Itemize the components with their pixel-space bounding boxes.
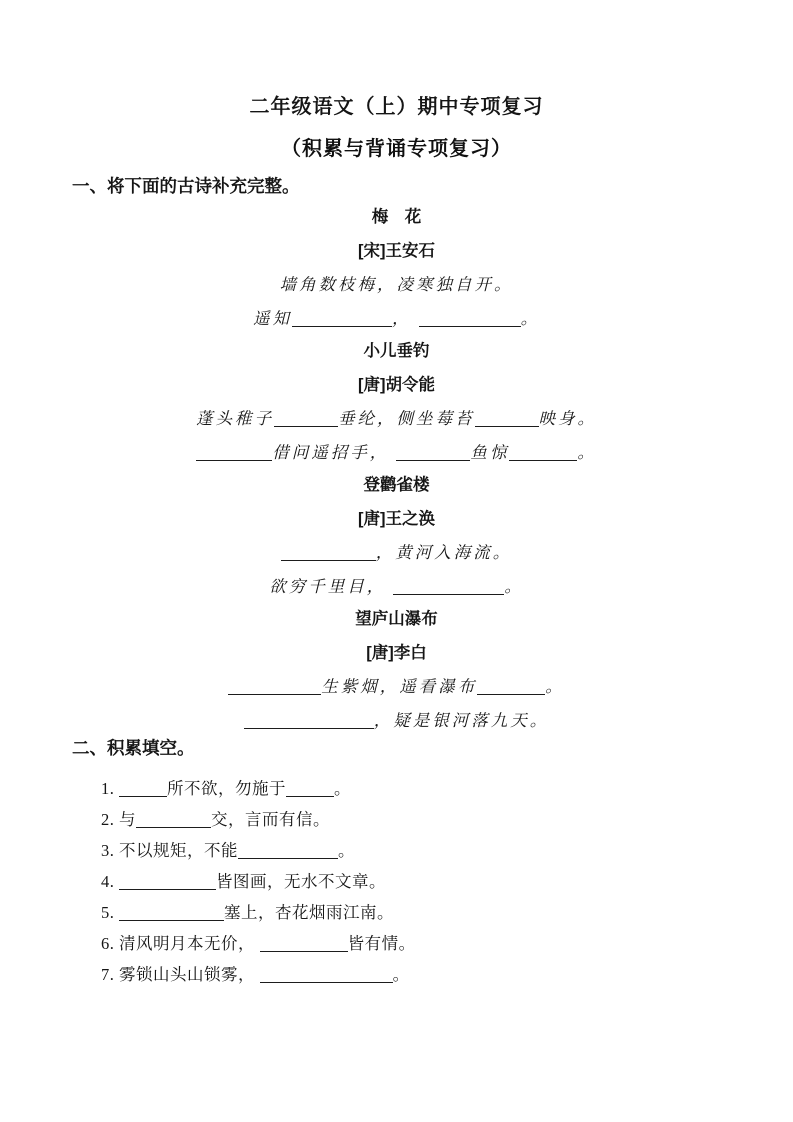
- fill-item-1: [0, 773, 793, 804]
- poem-line: [0, 536, 793, 570]
- blank-field: [119, 784, 167, 797]
- poem-list: [0, 201, 793, 737]
- poem-line: [0, 670, 793, 704]
- text-segment: 。: [577, 442, 597, 462]
- blank-field: [196, 448, 272, 461]
- poem-line: [0, 268, 793, 302]
- text-segment: 生紫烟，遥看瀑布: [321, 677, 478, 696]
- page-title: 二年级语文（上）期中专项复习: [249, 96, 544, 118]
- poem-title: 梅 花: [371, 208, 422, 226]
- blank-field: [244, 716, 374, 729]
- blank-field: [419, 314, 521, 327]
- text-segment: 借问遥招手，: [272, 442, 397, 462]
- blank-field: [477, 682, 545, 695]
- blank-field: [509, 448, 577, 461]
- fill-item-4: [0, 866, 793, 897]
- text-segment: ，黄河入海流。: [375, 543, 513, 562]
- blank-field: [281, 548, 376, 561]
- poem-dengguanquelou: [0, 469, 793, 603]
- poem-author: [唐]胡令能: [358, 375, 435, 394]
- fill-item-6: [0, 928, 793, 959]
- poem-wanglushanpubu: [0, 603, 793, 737]
- blank-field: [393, 582, 504, 595]
- blank-field: [136, 815, 211, 828]
- blank-field: [119, 908, 224, 921]
- text-segment: ，: [391, 308, 419, 328]
- text-segment: 1.: [101, 779, 119, 798]
- text-segment: 蓬头稚子: [196, 409, 274, 428]
- poem-author: [唐]王之涣: [358, 509, 435, 528]
- text-segment: 墙角数枝梅，凌寒独自开。: [279, 275, 514, 294]
- poem-line: [0, 704, 793, 738]
- text-segment: 5.: [101, 903, 119, 922]
- blank-field: [119, 877, 216, 890]
- blank-field: [274, 414, 338, 427]
- text-segment: 。: [504, 576, 524, 596]
- blank-field: [286, 784, 334, 797]
- blank-field: [228, 682, 321, 695]
- text-segment: 6. 清风明月本无价，: [101, 934, 260, 953]
- poem-xiaoerchuidiao: [0, 335, 793, 469]
- text-segment: 3. 不以规矩，不能: [101, 841, 238, 860]
- page-subtitle: （积累与背诵专项复习）: [281, 136, 512, 160]
- text-segment: 7. 雾锁山头山锁雾，: [101, 965, 260, 984]
- poem-line: [0, 436, 793, 470]
- fill-item-3: [0, 835, 793, 866]
- text-segment: 交，言而有信。: [211, 810, 330, 829]
- poem-title: 小儿垂钓: [363, 342, 430, 360]
- text-segment: 。: [520, 308, 541, 328]
- text-segment: ，疑是银河落九天。: [373, 710, 550, 730]
- poem-meihua: [0, 201, 793, 335]
- poem-line: [0, 570, 793, 604]
- text-segment: 2. 与: [101, 810, 136, 829]
- text-segment: 4.: [101, 872, 119, 891]
- blank-field: [396, 448, 470, 461]
- blank-field: [260, 970, 393, 983]
- fill-item-list: [0, 773, 793, 990]
- fill-item-2: [0, 804, 793, 835]
- text-segment: 皆图画，无水不文章。: [216, 872, 386, 891]
- text-segment: 。: [338, 841, 355, 860]
- section2-heading: 二、积累填空。: [72, 738, 195, 758]
- poem-author: [宋]王安石: [358, 241, 435, 260]
- text-segment: 垂纶，侧坐莓苔: [338, 409, 475, 428]
- text-segment: 遥知: [252, 308, 292, 328]
- text-segment: 鱼惊: [470, 442, 510, 462]
- text-segment: 。: [392, 965, 410, 984]
- blank-field: [238, 846, 338, 859]
- poem-line: [0, 402, 793, 436]
- fill-item-7: [0, 959, 793, 990]
- text-segment: 。: [334, 779, 351, 798]
- blank-field: [475, 414, 539, 427]
- fill-item-5: [0, 897, 793, 928]
- poem-title: 登鹳雀楼: [363, 476, 430, 494]
- text-segment: 所不欲，勿施于: [167, 779, 286, 798]
- blank-field: [260, 939, 348, 952]
- poem-line: [0, 302, 793, 336]
- blank-field: [292, 314, 392, 327]
- text-segment: 映身。: [538, 409, 597, 428]
- text-segment: 皆有情。: [347, 934, 416, 953]
- text-segment: 塞上，杏花烟雨江南。: [224, 903, 394, 922]
- section1-heading: 一、将下面的古诗补充完整。: [72, 176, 300, 196]
- text-segment: 。: [545, 677, 565, 696]
- text-segment: 欲穷千里目，: [269, 576, 394, 596]
- poem-title: 望庐山瀑布: [355, 610, 438, 628]
- poem-author: [唐]李白: [366, 643, 427, 662]
